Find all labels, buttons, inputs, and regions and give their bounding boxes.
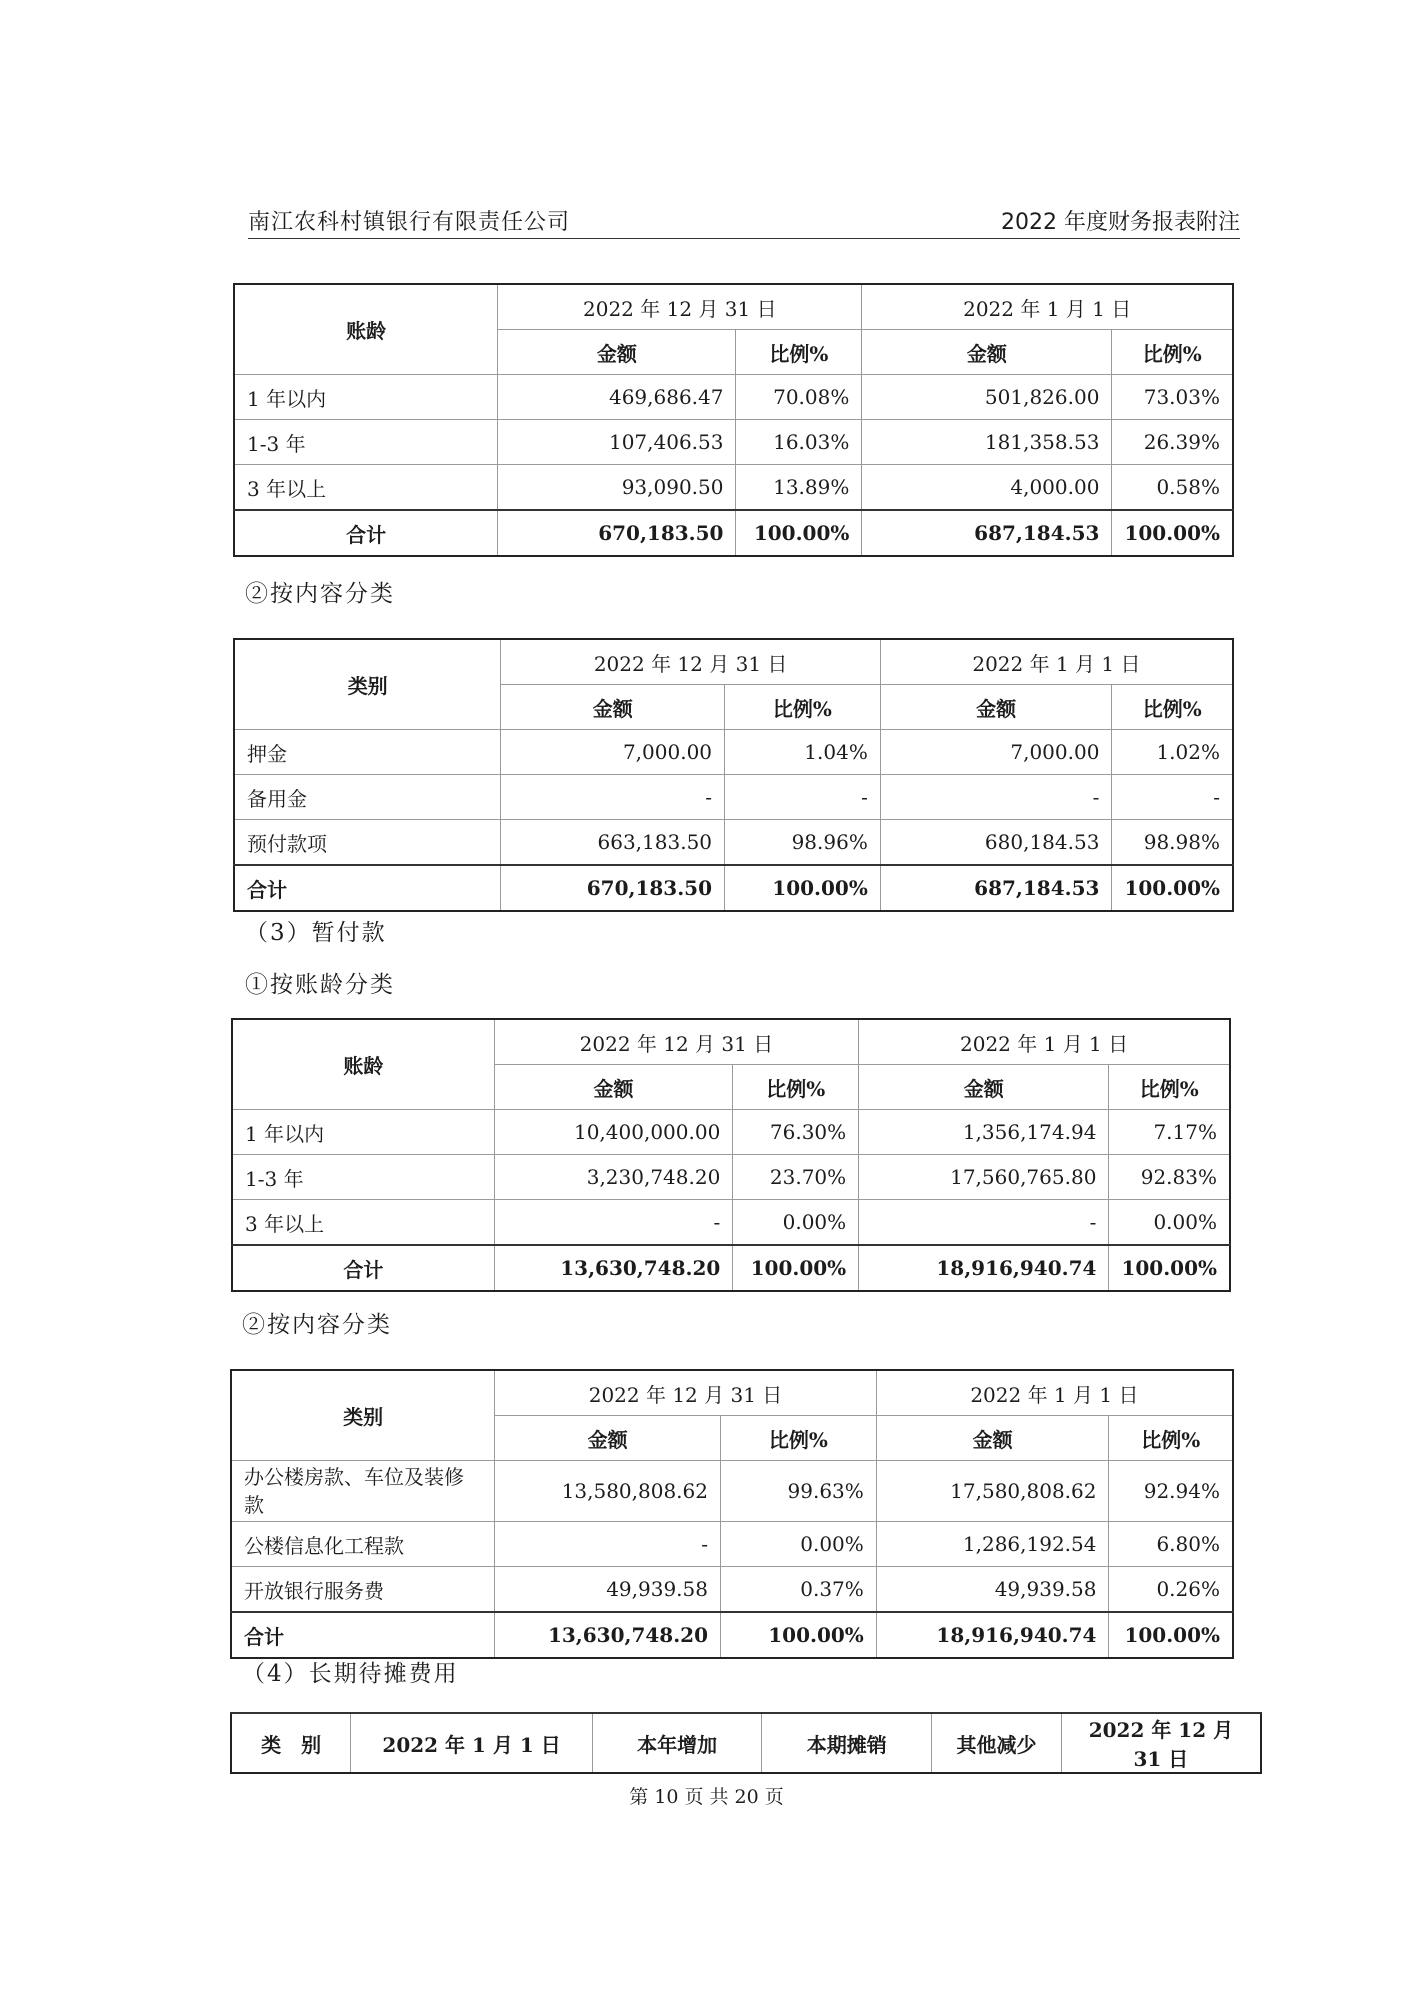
row-label: 开放银行服务费	[231, 1567, 495, 1613]
total-row	[234, 865, 1233, 911]
ratio-cell: 99.63%	[721, 1461, 877, 1522]
ratio-cell: 26.39%	[1112, 420, 1233, 465]
ratio-cell: -	[725, 775, 881, 820]
col-header-category: 类别	[231, 1370, 495, 1461]
table-content-2	[230, 1369, 1234, 1659]
ratio-header: 比例%	[736, 330, 862, 375]
amount-header: 金额	[494, 1065, 733, 1110]
amount-cell: 17,580,808.62	[876, 1461, 1109, 1522]
row-label: 公楼信息化工程款	[231, 1522, 495, 1567]
amount-cell: 7,000.00	[880, 730, 1112, 775]
table-row	[232, 1110, 1230, 1155]
row-label: 1-3 年	[234, 420, 498, 465]
col-header-other-decrease: 其他减少	[932, 1713, 1062, 1773]
row-label: 办公楼房款、车位及装修款	[231, 1461, 495, 1522]
amount-cell: 93,090.50	[498, 465, 736, 511]
amount-header: 金额	[859, 1065, 1109, 1110]
amount-cell: 13,630,748.20	[495, 1612, 721, 1658]
amount-cell: 13,580,808.62	[495, 1461, 721, 1522]
amount-cell: 680,184.53	[880, 820, 1112, 866]
ratio-cell: 76.30%	[733, 1110, 859, 1155]
amount-cell: -	[494, 1200, 733, 1246]
ratio-cell: 73.03%	[1112, 375, 1233, 420]
ratio-header: 比例%	[1109, 1065, 1230, 1110]
table-row	[231, 1522, 1233, 1567]
row-label: 1-3 年	[232, 1155, 494, 1200]
table-row	[231, 1567, 1233, 1613]
col-header-aging: 账龄	[232, 1019, 494, 1110]
amount-cell: 469,686.47	[498, 375, 736, 420]
amount-cell: 663,183.50	[501, 820, 725, 866]
ratio-cell: 1.04%	[725, 730, 881, 775]
ratio-cell: 92.94%	[1109, 1461, 1233, 1522]
amount-cell: 13,630,748.20	[494, 1245, 733, 1291]
ratio-cell: -	[1112, 775, 1233, 820]
total-label: 合计	[234, 865, 501, 911]
amount-cell: 687,184.53	[862, 510, 1112, 556]
row-label: 3 年以上	[234, 465, 498, 511]
ratio-cell: 98.98%	[1112, 820, 1233, 866]
table-row	[234, 375, 1233, 420]
amount-header: 金额	[498, 330, 736, 375]
amount-cell: 501,826.00	[862, 375, 1112, 420]
amount-cell: 7,000.00	[501, 730, 725, 775]
amount-cell: 18,916,940.74	[876, 1612, 1109, 1658]
report-title: 2022 年度财务报表附注	[1001, 210, 1240, 235]
section-heading: ②按内容分类	[242, 1312, 392, 1338]
amount-header: 金额	[495, 1416, 721, 1461]
amount-cell: 49,939.58	[876, 1567, 1109, 1613]
col-header-closing: 2022 年 12 月 31 日	[1061, 1713, 1261, 1773]
amount-cell: 17,560,765.80	[859, 1155, 1109, 1200]
amount-cell: 3,230,748.20	[494, 1155, 733, 1200]
total-row	[231, 1612, 1233, 1658]
period-header-b: 2022 年 1 月 1 日	[862, 284, 1233, 330]
col-header-category: 类 别	[231, 1713, 351, 1773]
ratio-cell: 0.00%	[1109, 1200, 1230, 1246]
col-header-aging: 账龄	[234, 284, 498, 375]
section-heading: （4）长期待摊费用	[242, 1661, 459, 1687]
company-name: 南江农科村镇银行有限责任公司	[248, 210, 571, 235]
amount-cell: 18,916,940.74	[859, 1245, 1109, 1291]
table-row	[232, 1200, 1230, 1246]
amount-cell: 4,000.00	[862, 465, 1112, 511]
table-row	[234, 775, 1233, 820]
ratio-cell: 100.00%	[736, 510, 862, 556]
row-label: 押金	[234, 730, 501, 775]
amount-cell: -	[880, 775, 1112, 820]
period-header-b: 2022 年 1 月 1 日	[876, 1370, 1233, 1416]
ratio-cell: 100.00%	[1112, 510, 1233, 556]
ratio-header: 比例%	[725, 685, 881, 730]
ratio-header: 比例%	[1112, 685, 1233, 730]
ratio-header: 比例%	[733, 1065, 859, 1110]
ratio-cell: 0.26%	[1109, 1567, 1233, 1613]
amount-cell: -	[859, 1200, 1109, 1246]
amount-cell: 107,406.53	[498, 420, 736, 465]
ratio-cell: 0.58%	[1112, 465, 1233, 511]
table-row	[234, 420, 1233, 465]
table-long-term-expenses	[230, 1712, 1262, 1774]
total-label: 合计	[234, 510, 498, 556]
ratio-header: 比例%	[1112, 330, 1233, 375]
col-header-opening: 2022 年 1 月 1 日	[351, 1713, 593, 1773]
total-row	[234, 510, 1233, 556]
ratio-header: 比例%	[1109, 1416, 1233, 1461]
total-row	[232, 1245, 1230, 1291]
amount-header: 金额	[862, 330, 1112, 375]
table-row	[231, 1461, 1233, 1522]
period-header-a: 2022 年 12 月 31 日	[494, 1019, 858, 1065]
amount-cell: 1,286,192.54	[876, 1522, 1109, 1567]
row-label: 1 年以内	[234, 375, 498, 420]
table-content-1	[233, 638, 1234, 912]
ratio-cell: 92.83%	[1109, 1155, 1230, 1200]
table-aging-2	[231, 1018, 1231, 1292]
ratio-cell: 100.00%	[1109, 1612, 1233, 1658]
amount-cell: 49,939.58	[495, 1567, 721, 1613]
ratio-cell: 70.08%	[736, 375, 862, 420]
ratio-cell: 100.00%	[1112, 865, 1233, 911]
ratio-cell: 100.00%	[721, 1612, 877, 1658]
period-header-a: 2022 年 12 月 31 日	[501, 639, 880, 685]
total-label: 合计	[231, 1612, 495, 1658]
table-row	[232, 1155, 1230, 1200]
col-header-increase: 本年增加	[592, 1713, 762, 1773]
amount-header: 金额	[876, 1416, 1109, 1461]
amount-cell: 670,183.50	[498, 510, 736, 556]
amount-cell: 670,183.50	[501, 865, 725, 911]
ratio-cell: 23.70%	[733, 1155, 859, 1200]
ratio-cell: 0.37%	[721, 1567, 877, 1613]
row-label: 3 年以上	[232, 1200, 494, 1246]
amount-header: 金额	[501, 685, 725, 730]
section-heading: （3）暂付款	[245, 920, 387, 946]
ratio-cell: 0.00%	[733, 1200, 859, 1246]
ratio-cell: 0.00%	[721, 1522, 877, 1567]
amount-cell: -	[495, 1522, 721, 1567]
period-header-b: 2022 年 1 月 1 日	[880, 639, 1233, 685]
amount-cell: 687,184.53	[880, 865, 1112, 911]
amount-cell: 1,356,174.94	[859, 1110, 1109, 1155]
ratio-cell: 6.80%	[1109, 1522, 1233, 1567]
ratio-header: 比例%	[721, 1416, 877, 1461]
ratio-cell: 7.17%	[1109, 1110, 1230, 1155]
period-header-a: 2022 年 12 月 31 日	[495, 1370, 877, 1416]
ratio-cell: 1.02%	[1112, 730, 1233, 775]
page-header	[248, 206, 1240, 239]
amount-cell: 181,358.53	[862, 420, 1112, 465]
row-label: 备用金	[234, 775, 501, 820]
ratio-cell: 100.00%	[733, 1245, 859, 1291]
table-row	[234, 730, 1233, 775]
section-heading: ②按内容分类	[245, 581, 395, 607]
ratio-cell: 98.96%	[725, 820, 881, 866]
period-header-a: 2022 年 12 月 31 日	[498, 284, 862, 330]
table-row	[234, 465, 1233, 511]
ratio-cell: 13.89%	[736, 465, 862, 511]
ratio-cell: 100.00%	[725, 865, 881, 911]
col-header-category: 类别	[234, 639, 501, 730]
col-header-amortization: 本期摊销	[762, 1713, 932, 1773]
amount-cell: -	[501, 775, 725, 820]
section-heading: ①按账龄分类	[245, 972, 395, 998]
table-row	[234, 820, 1233, 866]
total-label: 合计	[232, 1245, 494, 1291]
table-aging-1	[233, 283, 1234, 557]
ratio-cell: 16.03%	[736, 420, 862, 465]
amount-cell: 10,400,000.00	[494, 1110, 733, 1155]
row-label: 预付款项	[234, 820, 501, 866]
page-number: 第 10 页 共 20 页	[629, 1786, 784, 1808]
ratio-cell: 100.00%	[1109, 1245, 1230, 1291]
period-header-b: 2022 年 1 月 1 日	[859, 1019, 1230, 1065]
row-label: 1 年以内	[232, 1110, 494, 1155]
amount-header: 金额	[880, 685, 1112, 730]
